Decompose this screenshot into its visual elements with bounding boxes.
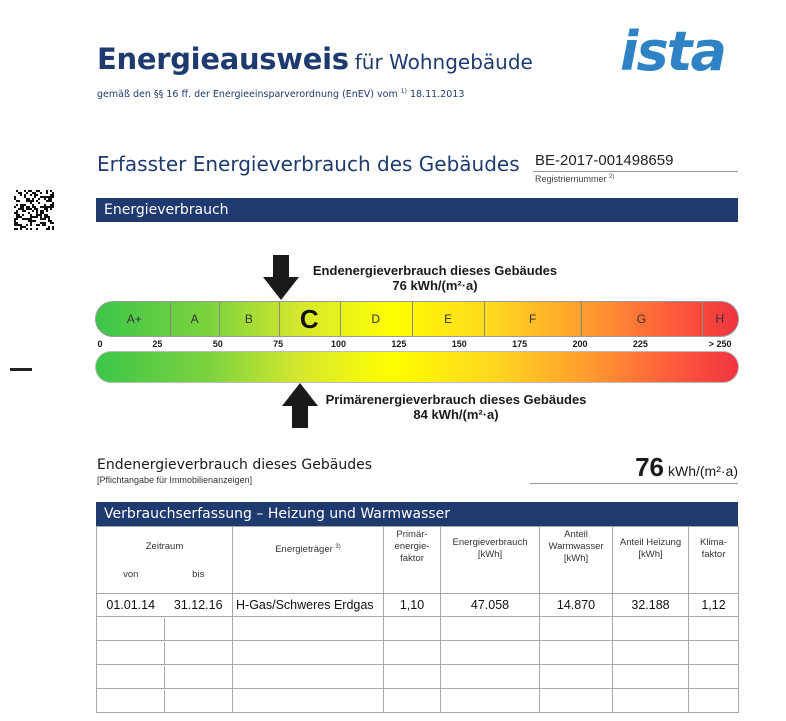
table-row-empty bbox=[97, 617, 739, 641]
scale-tick: 100 bbox=[330, 339, 347, 349]
row-primaerfaktor: 1,10 bbox=[384, 594, 441, 617]
consumption-section-bar: Verbrauchserfassung – Heizung und Warmwasser bbox=[96, 502, 738, 526]
document-title bbox=[97, 42, 533, 76]
header-zeitraum bbox=[97, 527, 233, 594]
class-divider bbox=[581, 302, 582, 336]
end-energy-arrow-icon bbox=[261, 255, 301, 301]
class-divider bbox=[340, 302, 341, 336]
ista-logo bbox=[618, 22, 740, 82]
row-klimafaktor: 1,12 bbox=[689, 594, 739, 617]
header-bis: bis bbox=[192, 569, 205, 580]
class-label-g: G bbox=[636, 312, 647, 326]
primary-energy-label bbox=[310, 392, 602, 422]
end-energy-label-line1: Endenergieverbrauch dieses Gebäudes bbox=[312, 263, 558, 278]
registration-label bbox=[535, 174, 614, 184]
scale-tick: 150 bbox=[451, 339, 467, 349]
energy-scale-lower bbox=[95, 351, 739, 383]
consumption-table bbox=[96, 526, 739, 713]
section-heading: Erfasster Energieverbrauch des Gebäudes bbox=[97, 152, 520, 176]
registration-label-text: Registriernummer bbox=[535, 174, 607, 184]
header-energietraeger bbox=[233, 527, 384, 594]
scale-tick: 0 bbox=[97, 339, 103, 349]
table-header-row bbox=[97, 527, 739, 594]
table-row-empty bbox=[97, 665, 739, 689]
class-label-c: C bbox=[299, 304, 319, 334]
energy-scale-classes bbox=[95, 301, 739, 337]
end-energy-label-line2: 76 kWh/(m²·a) bbox=[392, 278, 478, 293]
end-consumption-underline bbox=[530, 483, 738, 484]
class-label-aplus: A+ bbox=[126, 312, 142, 326]
row-energietraeger: H-Gas/Schweres Erdgas bbox=[233, 594, 384, 617]
row-bis: 31.12.16 bbox=[173, 598, 223, 612]
table-row bbox=[97, 594, 739, 617]
end-consumption-note: [Pflichtangabe für Immobilienanzeigen] bbox=[97, 475, 253, 485]
registration-underline bbox=[533, 171, 738, 172]
class-label-e: E bbox=[444, 312, 453, 326]
scale-tick: > 250 bbox=[708, 339, 732, 349]
end-consumption-number: 76 bbox=[635, 452, 664, 482]
class-divider bbox=[219, 302, 220, 336]
class-divider bbox=[170, 302, 171, 336]
subtitle-date: 18.11.2013 bbox=[409, 89, 465, 101]
energy-section-bar: Energieverbrauch bbox=[96, 198, 738, 222]
header-energietraeger-footnote: 3) bbox=[335, 544, 341, 550]
scale-tick: 50 bbox=[212, 339, 223, 349]
registration-footnote: 2) bbox=[609, 174, 615, 180]
scale-tick: 200 bbox=[572, 339, 588, 349]
header-zeitraum-label: Zeitraum bbox=[145, 541, 184, 552]
header-von: von bbox=[123, 569, 139, 580]
header-klimafaktor: Klima- faktor bbox=[689, 527, 739, 594]
end-consumption-label: Endenergieverbrauch dieses Gebäudes bbox=[97, 457, 373, 473]
primary-energy-label-line2: 84 kWh/(m²·a) bbox=[413, 407, 499, 422]
header-heizung: Anteil Heizung [kWh] bbox=[613, 527, 689, 594]
class-label-b: B bbox=[244, 312, 253, 326]
title-rest: für Wohngebäude bbox=[354, 50, 533, 74]
scale-tick: 75 bbox=[273, 339, 284, 349]
header-warmwasser: Anteil Warmwasser [kWh] bbox=[540, 527, 613, 594]
barcode-icon bbox=[14, 190, 54, 230]
title-main: Energieausweis bbox=[97, 42, 349, 76]
row-warmwasser: 14.870 bbox=[540, 594, 613, 617]
header-energietraeger-label: Energieträger bbox=[275, 544, 333, 556]
table-row-empty bbox=[97, 689, 739, 713]
document-subtitle bbox=[97, 88, 464, 100]
row-heizung: 32.188 bbox=[613, 594, 689, 617]
header-energieverbrauch: Energieverbrauch [kWh] bbox=[441, 527, 540, 594]
row-von: 01.01.14 bbox=[106, 598, 156, 612]
margin-mark bbox=[10, 368, 32, 371]
scale-tick: 175 bbox=[512, 339, 528, 349]
class-label-h: H bbox=[715, 312, 725, 326]
class-divider bbox=[484, 302, 485, 336]
end-energy-label bbox=[300, 263, 570, 293]
registration-number: BE-2017-001498659 bbox=[535, 152, 674, 169]
row-energieverbrauch: 47.058 bbox=[441, 594, 540, 617]
class-divider bbox=[412, 302, 413, 336]
class-label-a: A bbox=[190, 312, 199, 326]
subtitle-text: gemäß den §§ 16 ff. der Energieeinsparverordnung (EnEV) vom bbox=[97, 89, 398, 101]
scale-tick: 25 bbox=[152, 339, 163, 349]
header-primaerfaktor: Primär- energie- faktor bbox=[384, 527, 441, 594]
logo-text: ista bbox=[620, 22, 725, 82]
scale-tick: 225 bbox=[632, 339, 648, 349]
table-row-empty bbox=[97, 641, 739, 665]
class-label-d: D bbox=[371, 312, 381, 326]
scale-tick: 125 bbox=[391, 339, 407, 349]
class-divider bbox=[279, 302, 280, 336]
subtitle-footnote: 1) bbox=[400, 88, 407, 95]
class-label-f: F bbox=[529, 312, 537, 326]
end-consumption-unit: kWh/(m²·a) bbox=[668, 463, 738, 479]
primary-energy-label-line1: Primärenergieverbrauch dieses Gebäudes bbox=[325, 392, 587, 407]
end-consumption-value bbox=[530, 452, 738, 483]
row-zeitraum bbox=[97, 594, 233, 617]
class-divider bbox=[702, 302, 703, 336]
